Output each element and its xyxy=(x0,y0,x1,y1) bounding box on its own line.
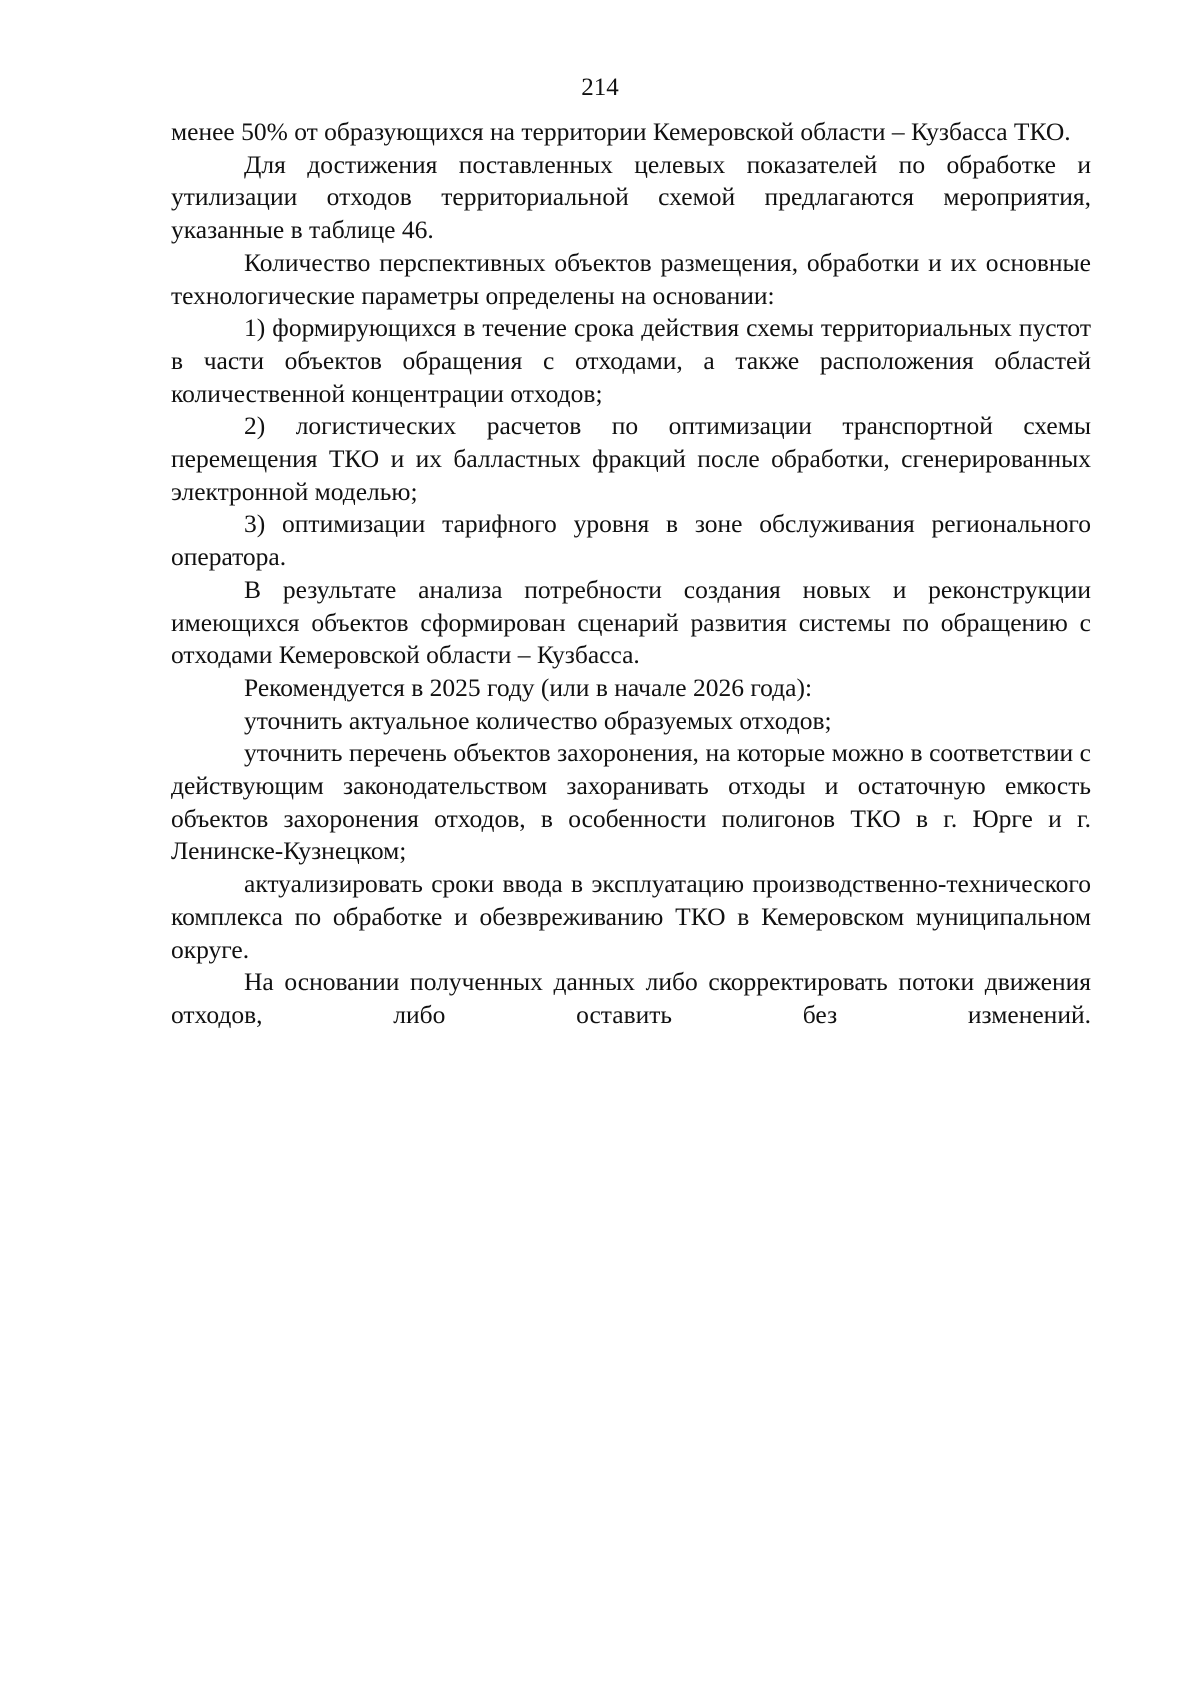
recommendation-item-2: уточнить перечень объектов захоронения, на которые можно в соответствии с действующим законодательством захоранивать отходы и остаточную емкость объектов захоронения отходов, в особенности полигонов ТКО в г. Юрге и г. Ленинске-Кузнецком; xyxy=(171,738,1091,866)
paragraph-continuation: менее 50% от образующихся на территории Кемеровской области – Кузбасса ТКО. xyxy=(171,117,1071,146)
paragraph-parameters: Количество перспективных объектов размещения, обработки и их основные технологические параметры определены на основании: xyxy=(171,247,1091,310)
paragraph-conclusion: На основании полученных данных либо скорректировать потоки движения отходов, либо оставить без изменений. xyxy=(171,967,1091,1029)
paragraph-recommendation: Рекомендуется в 2025 году (или в начале 2026 года): xyxy=(244,672,813,702)
recommendation-item-3: актуализировать сроки ввода в эксплуатацию производственно-технического комплекса по обработке и обезвреживанию ТКО в Кемеровском муниципальном округе. xyxy=(171,869,1091,964)
paragraph-targets: Для достижения поставленных целевых показателей по обработке и утилизации отходов территориальной схемой предлагаются мероприятия, указанные в таблице 46. xyxy=(171,149,1091,245)
list-item-1: 1) формирующихся в течение срока действия схемы территориальных пустот в части объектов обращения с отходами, а также расположения областей количественной концентрации отходов; xyxy=(171,313,1091,408)
page-number: 214 xyxy=(581,74,619,101)
list-item-3: 3) оптимизации тарифного уровня в зоне обслуживания регионального оператора. xyxy=(171,509,1091,572)
list-item-2: 2) логистических расчетов по оптимизации транспортной схемы перемещения ТКО и их балластных фракций после обработки, сгенерированных электронной моделью; xyxy=(171,411,1091,506)
recommendation-item-1: уточнить актуальное количество образуемых отходов; xyxy=(244,705,832,735)
paragraph-scenario: В результате анализа потребности создания новых и реконструкции имеющихся объектов сформирован сценарий развития системы по обращению с отходами Кемеровской области – Кузбасса. xyxy=(171,574,1091,670)
document-body xyxy=(171,116,1091,1032)
